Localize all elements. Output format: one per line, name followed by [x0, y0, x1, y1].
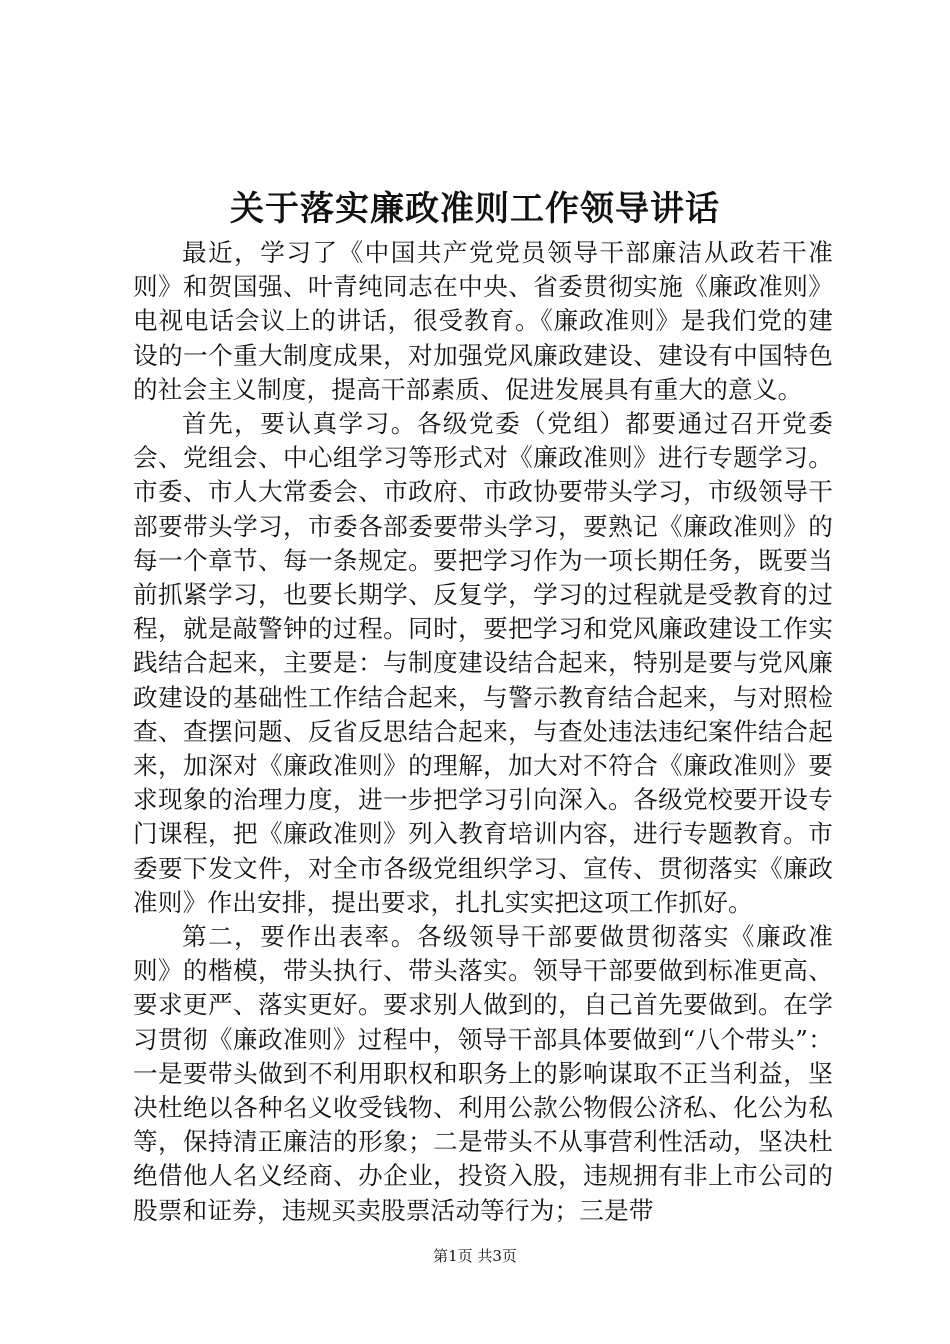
- paragraph-first-point: 首先，要认真学习。各级党委（党组）都要通过召开党委会、党组会、中心组学习等形式对《廉政准则》进行专题学习。市委、市人大常委会、市政府、市政协要带头学习，市级领导干部要带头学习，市委各部委要带头学习，要熟记《廉政准则》的每一个章节、每一条规定。要把学习作为一项长期任务，既要当前抓紧学习，也要长期学、反复学，学习的过程就是受教育的过程，就是敲警钟的过程。同时，要把学习和党风廉政建设工作实践结合起来，主要是：与制度建设结合起来，特别是要与党风廉政建设的基础性工作结合起来，与警示教育结合起来，与对照检查、查摆问题、反省反思结合起来，与查处违法违纪案件结合起来，加深对《廉政准则》的理解，加大对不符合《廉政准则》要求现象的治理力度，进一步把学习引向深入。各级党校要开设专门课程，把《廉政准则》列入教育培训内容，进行专题教育。市委要下发文件，对全市各级党组织学习、宣传、贯彻落实《廉政准则》作出安排，提出要求，扎扎实实把这项工作抓好。: [133, 409, 833, 917]
- paragraph-intro: 最近，学习了《中国共产党党员领导干部廉洁从政若干准则》和贺国强、叶青纯同志在中央、省委贯彻实施《廉政准则》电视电话会议上的讲话，很受教育。《廉政准则》是我们党的建设的一个重大制度成果，对加强党风廉政建设、建设有中国特色的社会主义制度，提高干部素质、促进发展具有重大的意义。: [133, 238, 833, 404]
- page-number-footer: 第1页 共3页: [433, 1247, 517, 1265]
- paragraph-second-point: 第二，要作出表率。各级领导干部要做贯彻落实《廉政准则》的楷模，带头执行、带头落实。领导干部要做到标准更高、要求更严、落实更好。要求别人做到的，自己首先要做到。在学习贯彻《廉政准则》过程中，领导干部具体要做到“八个带头”：一是要带头做到不利用职权和职务上的影响谋取不正当利益，坚决杜绝以各种名义收受钱物、利用公款公物假公济私、化公为私等，保持清正廉洁的形象；二是带头不从事营利性活动，坚决杜绝借他人名义经商、办企业，投资入股，违规拥有非上市公司的股票和证券，违规买卖股票活动等行为；三是带: [133, 922, 833, 1225]
- page-title: 关于落实廉政准则工作领导讲话: [230, 189, 720, 229]
- document-body: [133, 236, 833, 1228]
